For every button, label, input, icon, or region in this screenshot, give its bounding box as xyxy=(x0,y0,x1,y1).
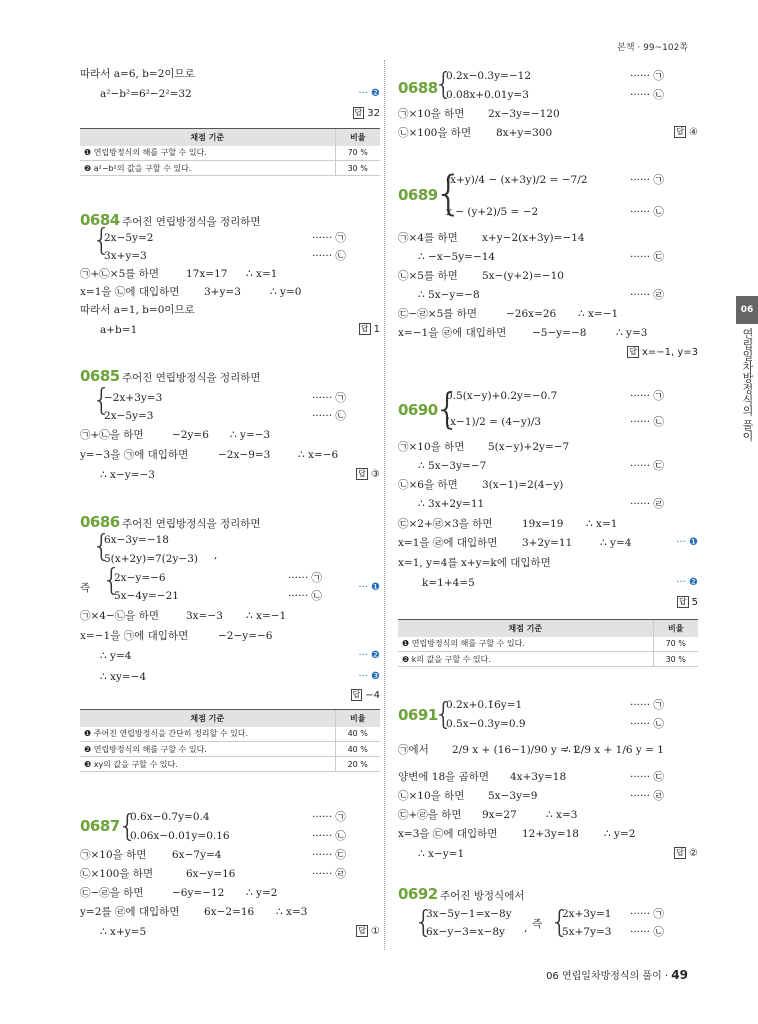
problem-0686: 0686 주어진 연립방정식을 정리하면 xyxy=(80,513,261,531)
table-row: ❸ xy의 값을 구할 수 있다. 20 % xyxy=(80,757,380,772)
problem-0690: 0690 xyxy=(398,401,438,419)
page-number: 49 xyxy=(671,968,688,982)
intro-line: 따라서 a=6, b=2이므로 xyxy=(80,68,195,80)
problem-0685: 0685 주어진 연립방정식을 정리하면 xyxy=(80,367,261,385)
problem-0687: 0687 xyxy=(80,817,120,835)
column-divider xyxy=(384,60,385,950)
scoring-table: 채점 기준 비율 ❶ 주어진 연립방정식을 간단히 정리할 수 있다. 40 % ❷ 연립방정식의 해를 구할 수 있다. 40 % ❸ xy의 값을 구할 수 있다. 20 % xyxy=(80,709,380,772)
table-row: ❷ a²−b²의 값을 구할 수 있다. 30 % xyxy=(80,161,380,176)
problem-0692: 0692 주어진 방정식에서 xyxy=(398,885,525,903)
problem-0689: 0689 xyxy=(398,186,438,204)
answer-line: 답 32 xyxy=(354,108,380,119)
chapter-tab xyxy=(736,296,758,446)
table-row: ❷ 연립방정식의 해를 구할 수 있다. 40 % xyxy=(80,742,380,757)
page-range: 본책 · 99~102쪽 xyxy=(617,43,688,53)
scoring-table: 채점 기준 비율 ❶ 연립방정식의 해를 구할 수 있다. 70 % ❷ a²−b²의 값을 구할 수 있다. 30 % xyxy=(80,128,380,176)
intro-line: a²−b²=6²−2²=32 ··· ❷ xyxy=(100,88,380,100)
chapter-number: 06 xyxy=(736,296,758,324)
table-row: ❶ 연립방정식의 해를 구할 수 있다. 70 % xyxy=(80,146,380,161)
problem-0684: 0684 주어진 연립방정식을 정리하면 xyxy=(80,211,261,229)
chapter-title: 연립일차방정식의 풀이 xyxy=(741,328,754,442)
problem-0691: 0691 xyxy=(398,706,438,724)
problem-0688: 0688 xyxy=(398,79,438,97)
table-row: ❶ 주어진 연립방정식을 간단히 정리할 수 있다. 40 % xyxy=(80,727,380,742)
scoring-table: 채점 기준 비율 ❶ 연립방정식의 해를 구할 수 있다. 70 % ❷ k의 값을 구할 수 있다. 30 % xyxy=(398,619,698,667)
table-row: ❷ k의 값을 구할 수 있다. 30 % xyxy=(398,652,698,667)
table-row: ❶ 연립방정식의 해를 구할 수 있다. 70 % xyxy=(398,637,698,652)
answer-label: 답 xyxy=(354,108,363,117)
page-footer: 06 연립일차방정식의 풀이 · 49 xyxy=(546,968,688,982)
